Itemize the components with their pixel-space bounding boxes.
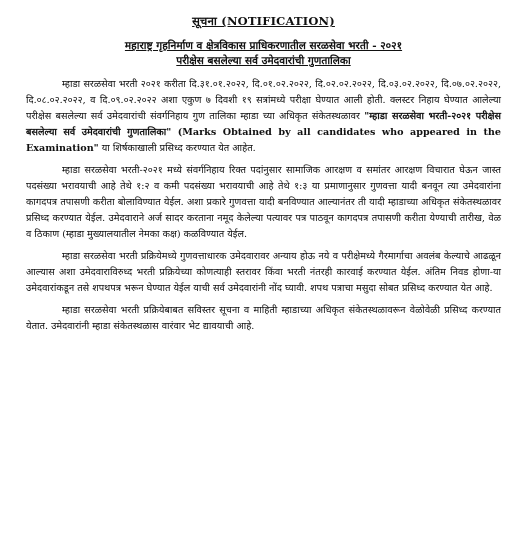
paragraph-1-bold-title: "म्हाडा सरळसेवा भरती-२०२१ परीक्षेस बसलेल्या सर्व उमेदवारांची गुणतालिका" (Marks Obtained by all candidates who appeared in the Examination" [26, 111, 501, 154]
paragraph-1 [26, 77, 501, 157]
notice-heading [26, 39, 501, 69]
paragraph-2: म्हाडा सरळसेवा भरती-२०२१ मध्ये संवर्गनिहाय रिक्त पदांनुसार सामाजिक आरक्षण व समांतर आरक्षण विचारात घेऊन जास्त पदसंख्या भरावयाची आहे तेथे १:२ व कमी पदसंख्या भरावयाची आहे तेथे १:३ या प्रमाणानुसार गुणवत्ता यादी बनवून त्या उमेदवारांना कागदपत्र तपासणी करीता बोलाविण्यात येईल. अशा प्रकारे गुणवत्ता यादी बनविण्यात आल्यानंतर ती यादी म्हाडाच्या अधिकृत संकेतस्थळावर प्रसिध्द करण्यात येईल. उमेदवाराने अर्ज सादर करताना नमूद केलेल्या पत्यावर पत्र पाठवून कागदपत्र तपासणी करीता येण्याची तारीख, वेळ व ठिकाण (म्हाडा मुख्यालयातील नेमका कक्ष) कळविण्यात येईल. [26, 165, 501, 240]
paragraph-3: म्हाडा सरळसेवा भरती प्रक्रियेमध्ये गुणवत्ताधारक उमेदवारावर अन्याय होऊ नये व परीक्षेमध्ये गैरमार्गाचा अवलंब केल्याचे आढळून आल्यास अशा उमेदवाराविरुध्द भरती प्रक्रियेच्या कोणत्याही स्तरावर किंवा भरती नंतरही कारवाई करण्यात येईल. अंतिम निवड होणा-या उमेदवारांकडून तसे शपथपत्र भरून घेण्यात येईल याची सर्व उमेदवारांनी नोंद घ्यावी. शपथ पत्राचा मसुदा सोबत प्रसिध्द करण्यात येत आहे. [26, 251, 501, 294]
heading-line-1: महाराष्ट्र गृहनिर्माण व क्षेत्रविकास प्राधिकरणातील सरळसेवा भरती - २०२१ [124, 40, 403, 52]
paragraph-4: म्हाडा सरळसेवा भरती प्रक्रियेबाबत सविस्तर सूचना व माहिती म्हाडाच्या अधिकृत संकेतस्थळावरून वेळोवेळी प्रसिध्द करण्यात येतात. उमेदवारांनी म्हाडा संकेतस्थळास वारंवार भेट द्यावयाची आहे. [26, 305, 501, 332]
notice-title: सूचना (NOTIFICATION) [192, 14, 335, 28]
paragraph-1-text-c: या शिर्षकाखाली प्रसिध्द करण्यात येत आहेत. [98, 143, 256, 154]
heading-line-2: परीक्षेस बसलेल्या सर्व उमेदवारांची गुणतालिका [176, 55, 351, 67]
paragraph-1-text-a: म्हाडा सरळसेवा भरती २०२१ करीता दि.३१.०१.२०२२, दि.०१.०२.२०२२, दि.०२.०२.२०२२, दि.०३.०२.२०२२, दि.०७.०२.२०२२, दि.०८.०२.२०२२, व दि.०९.०२.२०२२ अशा एकुण ७ दिवशी १९ सत्रांमध्ये परीक्षा घेण्यात आली होती. क्लस्टर निहाय घेण्यात आलेल्या परीक्षेस बसलेल्या सर्व उमेदवारांची संवर्गनिहाय गुण तालिका म्हाडा च्या अधिकृत संकेतस्थळावर [26, 79, 501, 122]
